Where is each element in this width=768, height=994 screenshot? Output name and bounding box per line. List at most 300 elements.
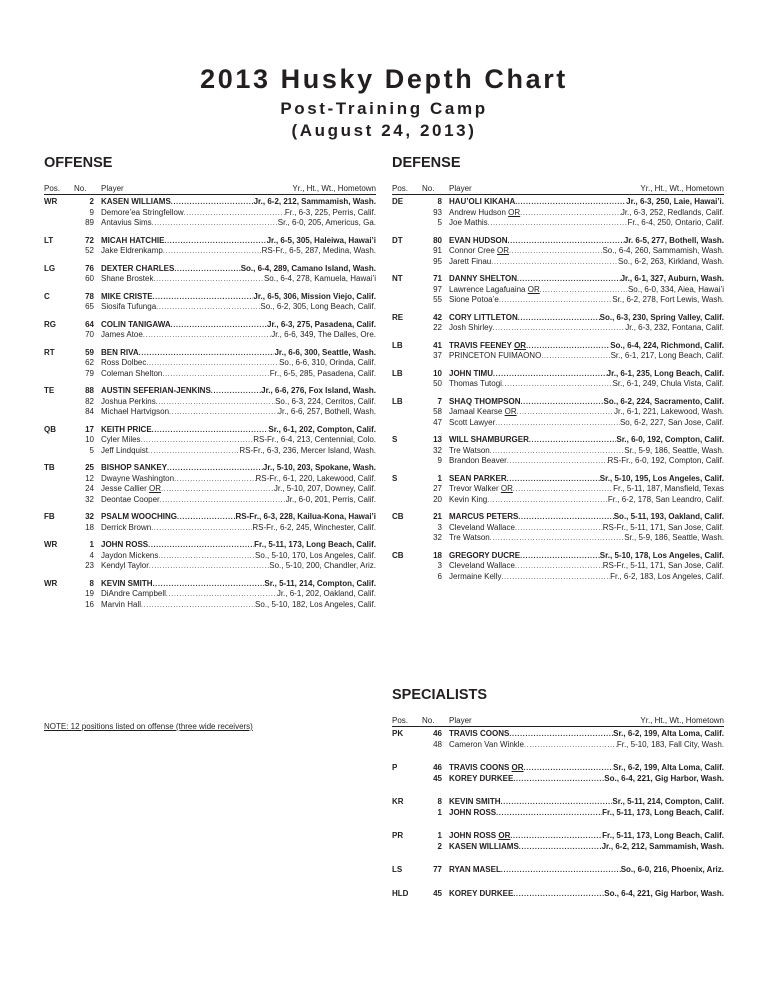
dot-leader [501,572,610,584]
dot-leader [143,330,271,342]
jersey-number: 45 [433,773,442,783]
jersey-number: 21 [433,512,442,521]
jersey-number: 1 [437,473,442,483]
player-info: Jr., 6-2, 212, Sammamish, Wash. [601,841,724,851]
dot-leader [513,774,604,786]
player-name-text: Connor Cree [449,246,495,255]
position-group [392,435,724,467]
player-name-text: BEN RIVA [101,347,139,357]
player-entry [101,330,376,342]
position-label: WR [44,578,58,588]
jersey-number: 84 [85,407,94,416]
player-info: Fr., 5-10, 183, Fall City, Wash. [616,739,724,749]
position-group [392,865,724,876]
jersey-number: 18 [433,550,442,560]
player-info: Sr., 6-2, 199, Alta Loma, Calif. [613,763,724,772]
jersey-number: 47 [433,417,442,427]
player-name-text: Tre Watson [449,533,490,542]
player-name-text: Jeff Lindquist [101,445,148,455]
jersey-number: 37 [433,351,442,360]
player-info: RS-Fr., 6-1, 220, Lakewood, Calif. [255,473,376,483]
player-row [392,729,724,740]
player-name-text: DANNY SHELTON [449,274,518,283]
player-name-text: James Atoe [101,330,143,339]
player-row [44,320,376,331]
player-info: RS-Fr., 6-4, 213, Centennial, Colo. [253,435,376,444]
player-name-text: KEITH PRICE [101,424,152,434]
position-label: KR [392,797,404,806]
player-row [392,197,724,208]
player-row [392,495,724,506]
player-row [44,292,376,303]
dot-leader [160,495,286,507]
position-label: LB [392,396,403,406]
jersey-number: 78 [85,291,94,301]
player-row [392,456,724,467]
or-marker: OR [500,484,513,493]
position-label: TB [44,463,55,472]
specialists-section [392,686,724,899]
defense-section [392,154,724,582]
player-name-text: KASEN WILLIAMS [101,197,171,206]
player-info: Jr., 6-1, 327, Auburn, Wash. [620,274,724,283]
player-info: So., 6-4, 289, Camano Island, Wash. [240,263,376,273]
player-row [44,512,376,523]
player-info: Jr., 6-1, 221, Lakewood, Wash. [614,407,724,416]
player-info: Jr., 6-3, 275, Pasadena, Calif. [267,319,376,329]
position-group [392,197,724,229]
position-label: LT [44,235,54,245]
player-info: So., 6-2, 224, Sacramento, Calif. [603,396,724,406]
player-name-text: Trevor Walker [449,484,499,493]
player-name-text: KEVIN SMITH [101,578,153,588]
player-row [392,808,724,819]
position-group [44,463,376,505]
player-row [392,418,724,429]
jersey-number: 13 [433,435,442,444]
player-name-text: Antavius Sims [101,218,152,227]
position-label: WR [44,540,58,549]
player-name-text: Brandon Beaver [449,456,507,465]
dot-leader [513,889,604,901]
player-row [44,274,376,285]
jersey-number: 59 [85,347,94,357]
player-name-text: JOHN ROSS [101,540,149,549]
jersey-number: 65 [85,302,94,311]
player-info: Jr., 6-3, 250, Laie, Hawai’i. [626,197,724,206]
jersey-number: 10 [433,368,442,378]
player-name-text: Tre Watson [449,445,490,455]
player-info: Jr., 6-5, 305, Haleiwa, Hawai’i [266,235,376,245]
player-info: Jr., 6-1, 235, Long Beach, Calif. [606,368,724,378]
player-row [392,369,724,380]
player-name-text: KASEN WILLIAMS [449,841,519,851]
player-name-text: Jarett Finau [449,256,492,266]
player-info: Jr., 6-0, 201, Perris, Calif. [285,494,376,504]
player-name [449,295,499,307]
jersey-number: 2 [89,197,94,206]
jersey-number: 32 [433,533,442,542]
player-entry [101,523,376,535]
jersey-number: 20 [433,494,442,504]
player-entry [449,865,724,877]
player-name-text: DEXTER CHARLES [101,263,175,273]
player-row [392,842,724,853]
position-label: S [392,435,398,444]
position-label: HLD [392,888,409,898]
player-name-text: KEVIN SMITH [449,797,501,806]
player-info: RS-Fr., 6-5, 287, Medina, Wash. [261,246,376,255]
jersey-number: 97 [433,284,442,294]
jersey-number: 55 [433,295,442,304]
jersey-number: 4 [89,550,94,560]
player-info: Fr., 6-2, 183, Los Angeles, Calif. [610,571,724,581]
position-label: NT [392,274,403,283]
player-info: Sr., 6-0, 205, Americus, Ga. [277,218,376,227]
player-name [449,842,519,854]
position-group [44,386,376,418]
player-info: Fr., 6-2, 178, San Leandro, Calif. [607,494,724,504]
header-player: Player [449,184,472,193]
column-header [44,183,376,195]
player-name-text: SEAN PARKER [449,473,507,483]
player-name [101,495,160,507]
player-info: So., 6-4, 278, Kamuela, Hawai’i [263,274,376,283]
jersey-number: 46 [433,763,442,772]
position-label: LB [392,340,403,350]
player-name [449,572,501,584]
player-info: Sr., 5-11, 214, Compton, Calif. [612,797,724,806]
player-name-text: Siosifa Tufunga [101,302,157,311]
player-name-text: Cleveland Wallace [449,561,515,570]
player-name-text: Dwayne Washington [101,473,175,483]
dot-leader [501,865,621,877]
position-label: PK [392,729,404,738]
jersey-number: 19 [85,589,94,598]
dot-leader [153,274,263,286]
player-info: RS-Fr., 5-11, 171, San Jose, Calif. [602,561,724,570]
jersey-number: 17 [85,424,94,434]
player-name-text: Joe Mathis [449,218,488,227]
position-label: FB [44,512,55,521]
player-info: Sr., 6-1, 217, Long Beach, Calif. [610,351,724,360]
jersey-number: 1 [89,540,94,549]
player-info: Jr., 6-1, 202, Oakland, Calif. [276,589,376,598]
player-name-text: Jermaine Kelly [449,571,502,581]
position-label: P [392,763,398,772]
player-entry [449,495,724,507]
player-info: Fr., 5-11, 187, Mansfield, Texas [613,484,724,493]
player-name-text: Kendyl Taylor [101,561,149,570]
position-label: S [392,473,398,483]
player-row [44,435,376,446]
dot-leader [156,302,260,314]
player-entry [449,572,724,584]
header-pos: Pos. [392,716,409,725]
player-row [392,274,724,285]
player-row [392,208,724,219]
player-info: Sr., 6-0, 192, Compton, Calif. [616,435,724,444]
dot-leader [502,379,613,391]
player-info: So., 6-4, 221, Gig Harbor, Wash. [604,773,724,783]
player-name [101,561,149,573]
position-label: LS [392,865,403,874]
position-group [44,540,376,572]
header-yr: Yr., Ht., Wt., Hometown [292,184,376,193]
jersey-number: 77 [433,865,442,874]
player-info: Fr., 6-5, 285, Pasadena, Calif. [269,368,376,378]
player-row [392,561,724,572]
player-row [392,797,724,808]
player-row [392,397,724,408]
player-name-text: Scott Lawyer [449,417,496,427]
offense-section [44,154,376,610]
position-group [44,512,376,533]
player-info: So., 5-11, 193, Oakland, Calif. [613,512,724,521]
jersey-number: 42 [433,312,442,322]
player-name-text: MICAH HATCHIE [101,235,165,245]
jersey-number: 64 [85,319,94,329]
or-marker: OR [149,484,162,493]
header-player: Player [101,184,124,193]
position-group [392,397,724,429]
player-name [449,418,495,430]
column-header [392,715,724,727]
player-info: So., 6-0, 216, Phoenix, Ariz. [620,865,724,874]
dot-leader [152,218,278,230]
player-info: Jr., 5-10, 203, Spokane, Wash. [262,463,376,472]
player-name-text: Cyler Miles [101,435,141,444]
position-group [44,264,376,285]
player-info: Jr., 6-5, 306, Mission Viejo, Calif. [253,291,376,301]
player-info: Fr., 5-11, 173, Long Beach, Calif. [254,540,376,549]
jersey-number: 1 [437,807,442,817]
player-name-text: SHAQ THOMPSON [449,396,521,406]
player-entry [449,351,724,363]
jersey-number: 93 [433,207,442,217]
player-entry [101,600,376,612]
jersey-number: 46 [433,729,442,738]
jersey-number: 95 [433,256,442,266]
player-row [392,551,724,562]
jersey-number: 12 [85,473,94,483]
player-info: Jr., 6-6, 349, The Dalles, Ore. [271,330,376,339]
header-no: No. [74,184,87,193]
jersey-number: 18 [85,522,94,532]
player-row [44,386,376,397]
player-info: Sr., 6-1, 249, Chula Vista, Calif. [612,379,724,388]
player-name-text: RYAN MASEL [449,865,501,874]
player-name [101,274,153,286]
player-row [44,330,376,341]
player-info: So., 6-3, 230, Spring Valley, Calif. [599,312,724,322]
player-row [44,302,376,313]
player-info: Sr., 6-2, 199, Alta Loma, Calif. [613,729,724,738]
player-name [449,533,490,545]
jersey-number: 48 [433,739,442,749]
header-no: No. [422,716,435,725]
player-name [449,257,491,269]
or-marker: OR [497,246,510,255]
jersey-number: 71 [433,274,442,283]
player-info: Jr., 6-6, 257, Bothell, Wash. [278,407,376,416]
position-group [392,369,724,390]
player-name-text: KOREY DURKEE [449,773,514,783]
title-block [0,64,768,142]
jersey-number: 16 [85,599,94,609]
player-name-text: WILL SHAMBURGER [449,435,529,444]
player-row [44,246,376,257]
player-entry [449,808,724,820]
player-row [44,589,376,600]
player-name-text: Jaydon Mickens [101,550,159,560]
player-name-text: Marvin Hall [101,599,142,609]
position-group [392,729,724,750]
player-entry [449,379,724,391]
player-row [44,600,376,611]
jersey-number: 45 [433,888,442,898]
player-info: RS-Fr., 5-11, 171, San Jose, Calif. [602,522,724,532]
player-name [449,323,493,335]
jersey-number: 7 [437,396,442,406]
player-info: So., 6-4, 260, Sammamish, Wash. [602,246,724,255]
jersey-number: 24 [85,484,94,493]
position-label: C [44,291,50,301]
position-group [44,197,376,229]
or-marker: OR [511,763,524,772]
player-name-text: BISHOP SANKEY [101,463,168,472]
player-info: Jr., 6-3, 252, Redlands, Calif. [620,207,724,217]
or-marker: OR [514,340,527,350]
jersey-number: 32 [85,494,94,504]
player-info: So., 6-3, 224, Cerritos, Calif. [275,396,376,406]
jersey-number: 3 [437,561,442,570]
jersey-number: 50 [433,379,442,388]
dot-leader [541,351,610,363]
player-row [44,208,376,219]
player-row [392,295,724,306]
player-row [44,463,376,474]
player-entry [449,456,724,468]
player-name-text: Kevin King [449,494,488,504]
player-name-text: Cleveland Wallace [449,522,515,532]
player-name [449,495,487,507]
header-pos: Pos. [392,184,409,193]
player-row [44,523,376,534]
jersey-number: 70 [85,330,94,339]
or-marker: OR [504,407,517,416]
jersey-number: 72 [85,235,94,245]
player-name-text: Andrew Hudson [449,207,506,217]
player-row [44,218,376,229]
jersey-number: 27 [433,484,442,493]
player-row [392,236,724,247]
player-entry [101,495,376,507]
player-entry [101,369,376,381]
dot-leader [169,407,278,419]
position-label: LG [44,263,56,273]
position-label: CB [392,512,404,521]
player-row [44,358,376,369]
player-name [449,740,524,752]
player-entry [449,218,724,230]
player-name-text: GREGORY DUCRE [449,550,521,560]
player-name-text: MIKE CRISTE [101,291,153,301]
player-name-text: TRAVIS COONS [449,763,510,772]
player-row [44,369,376,380]
player-info: Jr., 6-6, 276, Fox Island, Wash. [261,386,376,395]
player-name-text: Demore’ea Stringfellow [101,207,184,217]
jersey-number: 82 [85,396,94,406]
dot-leader [141,600,255,612]
player-info: Sr., 5-10, 195, Los Angeles, Calif. [599,473,724,483]
player-name-text: Coleman Shelton [101,368,163,378]
player-name-text: JOHN ROSS [449,831,497,840]
player-row [392,484,724,495]
position-label: QB [44,424,56,434]
position-label: RT [44,347,55,357]
header-pos: Pos. [44,184,61,193]
player-name [449,808,496,820]
jersey-number: 80 [433,235,442,245]
jersey-number: 9 [89,207,94,217]
position-label: LB [392,368,403,378]
player-name-text: Cameron Van Winkle [449,739,524,749]
dot-leader [490,533,624,545]
player-row [392,523,724,534]
jersey-number: 5 [89,445,94,455]
jersey-number: 76 [85,263,94,273]
jersey-number: 1 [437,831,442,840]
position-group [392,236,724,268]
player-entry [449,295,724,307]
jersey-number: 25 [85,463,94,472]
player-row [392,831,724,842]
position-label: RG [44,319,56,329]
position-label: DT [392,235,403,245]
player-row [392,763,724,774]
player-info: So., 6-2, 263, Kirkland, Wash. [618,256,724,266]
dot-leader [487,495,608,507]
jersey-number: 5 [437,218,442,227]
player-info: Fr., 6-3, 225, Perris, Calif. [284,207,376,217]
player-info: So., 6-4, 221, Gig Harbor, Wash. [604,888,724,898]
player-info: So., 6-4, 224, Richmond, Calif. [610,340,724,350]
player-name [101,407,169,419]
player-info: So, 6-2, 227, San Jose, Calif. [619,417,724,427]
player-row [392,435,724,446]
player-row [392,323,724,334]
player-info: RS-Fr., 6-3, 236, Mercer Island, Wash. [239,445,376,455]
player-name-text: KOREY DURKEE [449,888,514,898]
player-entry [449,533,724,545]
position-group [44,579,376,611]
player-row [392,285,724,296]
jersey-number: 58 [433,407,442,416]
position-group [392,763,724,784]
offense-note: NOTE: 12 positions listed on offense (three wide receivers) [44,722,253,731]
position-group [44,320,376,341]
jersey-number: 9 [437,456,442,465]
player-info: Sr., 6-1, 202, Compton, Calif. [268,424,376,434]
dot-leader [149,561,269,573]
player-info: Sr., 5-10, 178, Los Angeles, Calif. [599,550,724,560]
position-group [392,889,724,900]
player-info: RS-Fr., 6-3, 228, Kailua-Kona, Hawai’i [235,512,376,521]
player-entry [449,889,724,901]
player-entry [449,774,724,786]
player-row [44,197,376,208]
